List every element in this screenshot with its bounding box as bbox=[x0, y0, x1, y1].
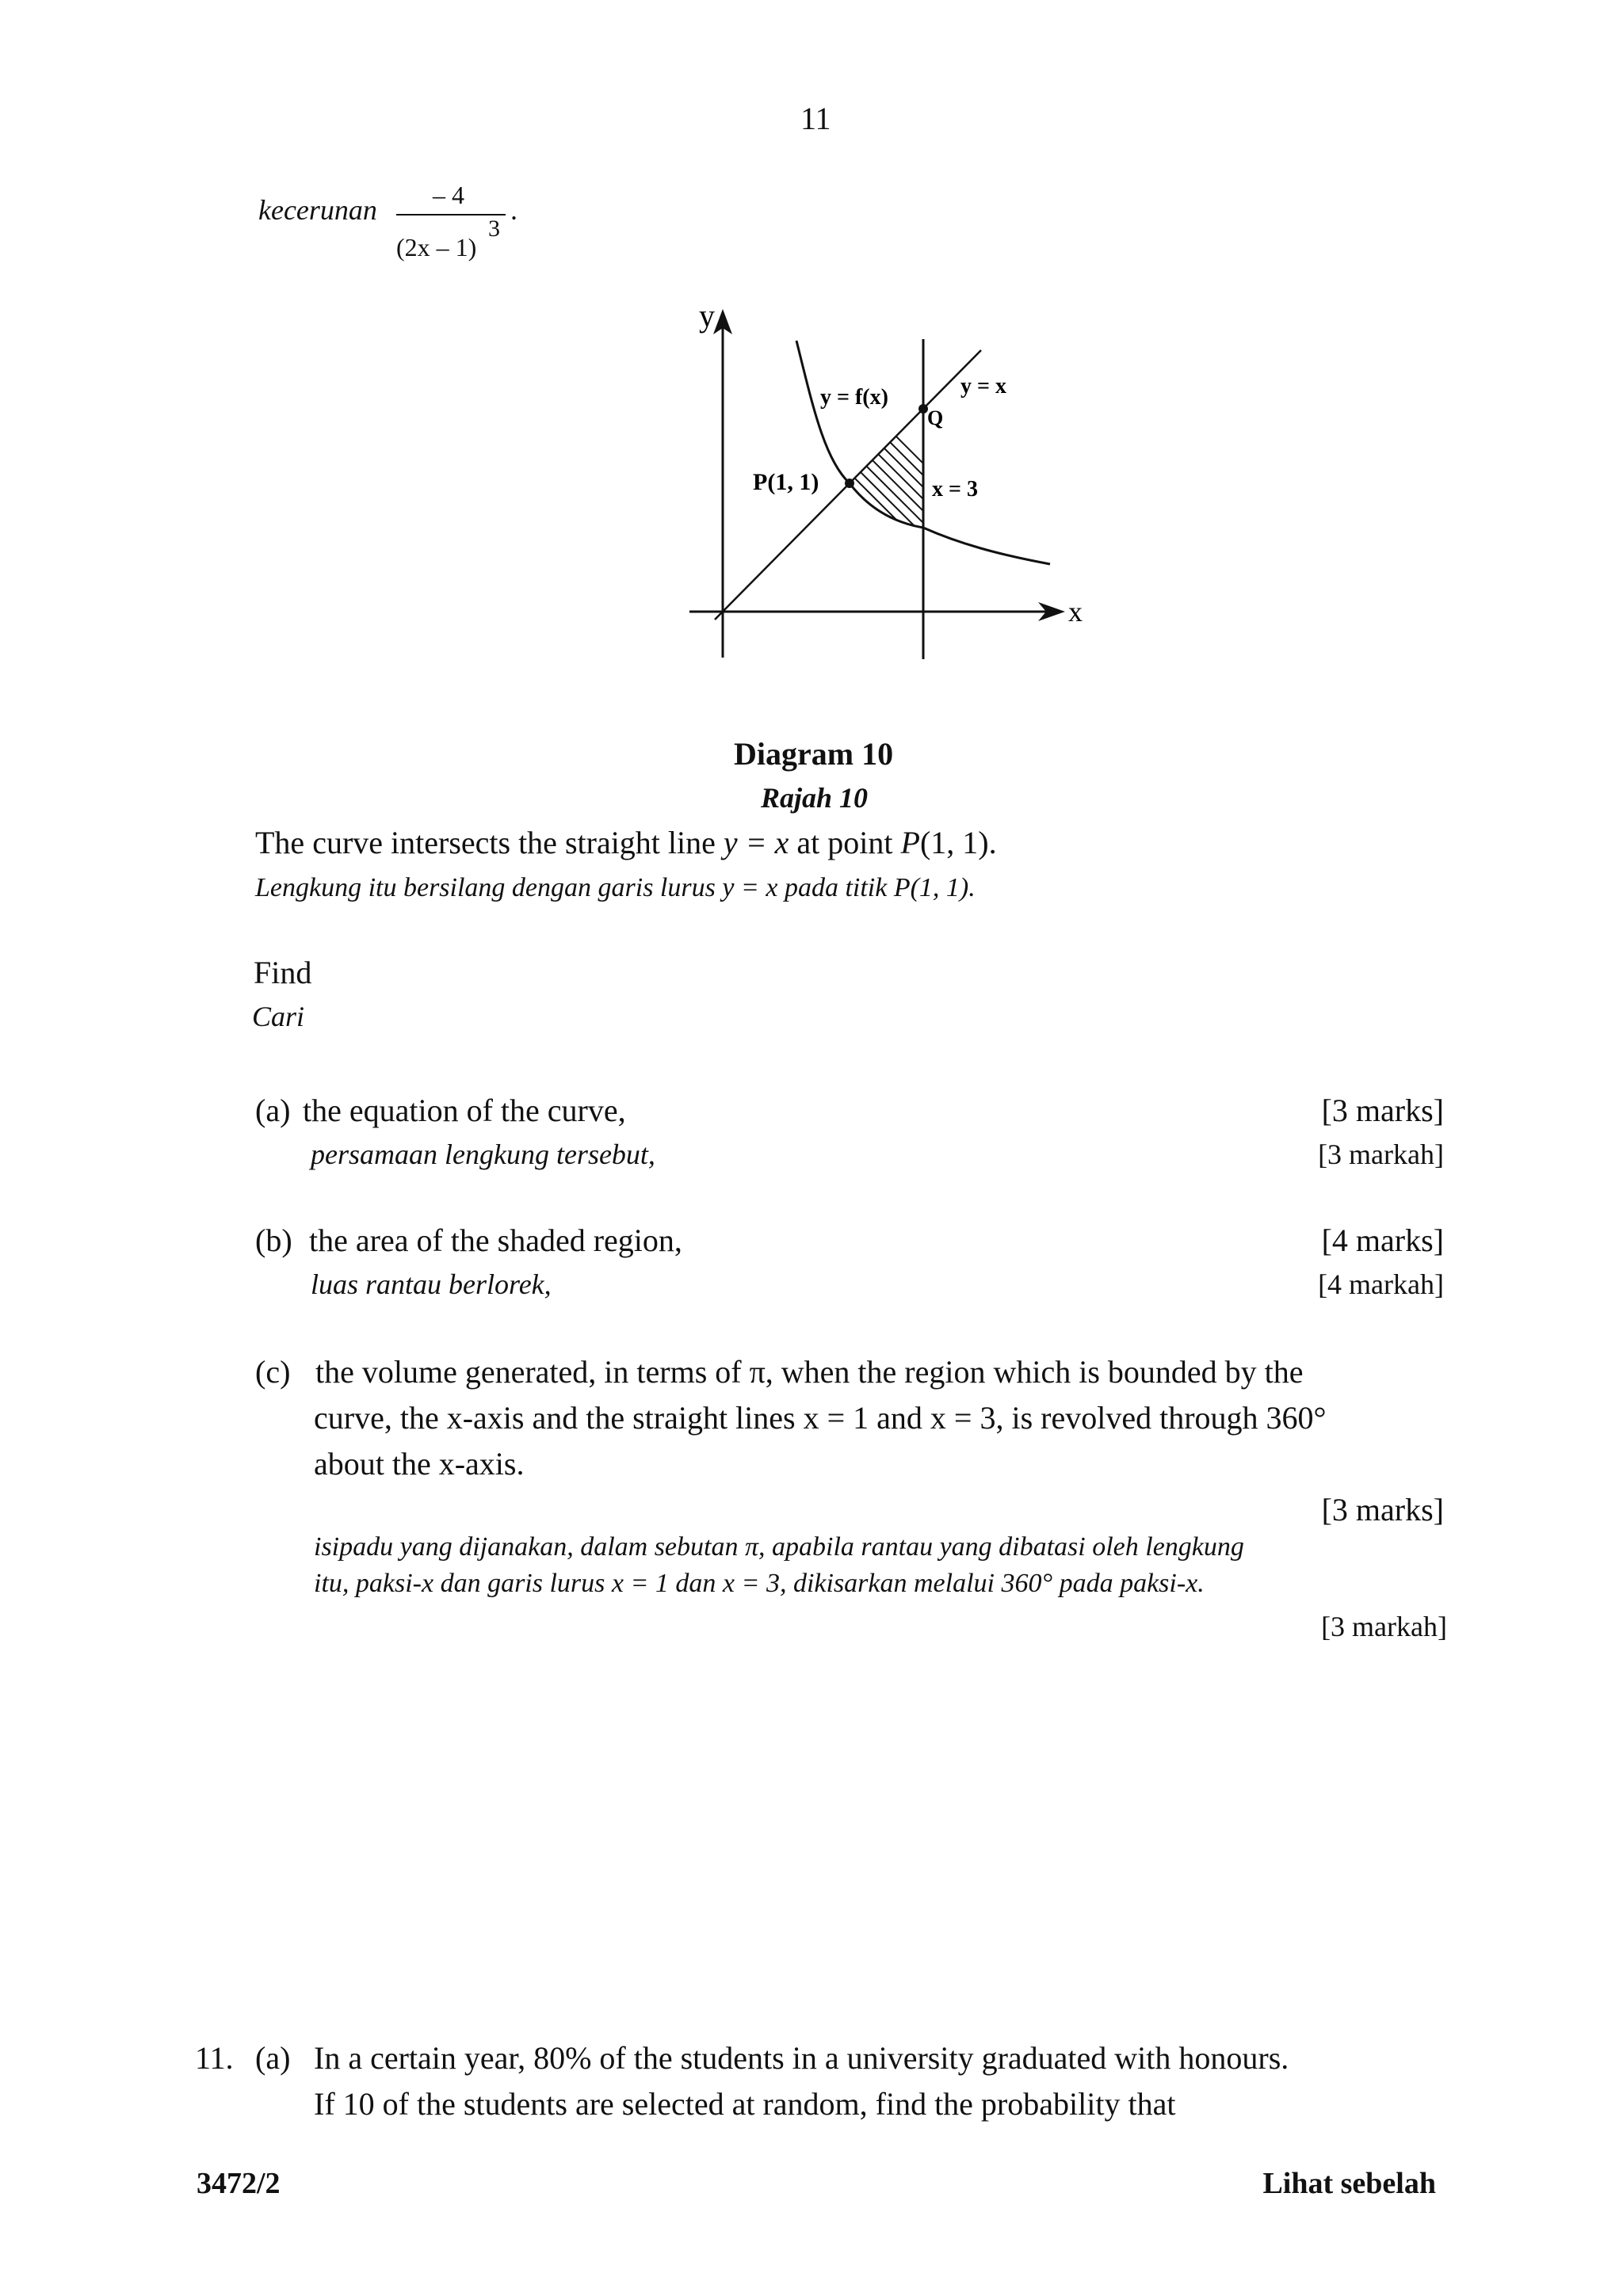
gradient-exponent: 3 bbox=[488, 215, 500, 242]
part-b-marks: [4 marks] bbox=[1321, 1222, 1444, 1258]
part-c-ms-line1: isipadu yang dijanakan, dalam sebutan π, apabila rantau yang dibatasi oleh lengkung bbox=[314, 1532, 1244, 1562]
x-axis-label: x bbox=[1068, 596, 1083, 627]
curve-label: y = f(x) bbox=[820, 385, 888, 410]
gradient-denominator: (2x – 1) bbox=[396, 233, 477, 261]
statement-en bbox=[255, 824, 997, 861]
gradient-numerator: – 4 bbox=[433, 181, 464, 209]
part-c-marks: [3 marks] bbox=[1321, 1492, 1444, 1527]
part-b-label: (b) bbox=[255, 1222, 292, 1258]
part-a-label: (a) bbox=[255, 1093, 291, 1128]
footer-code: 3472/2 bbox=[197, 2167, 281, 2200]
point-p-label: P(1, 1) bbox=[753, 469, 819, 495]
find-en: Find bbox=[254, 955, 312, 990]
q11-line1: In a certain year, 80% of the students in a university graduated with honours. bbox=[314, 2040, 1289, 2076]
footer-next-page: Lihat sebelah bbox=[1262, 2167, 1436, 2200]
y-axis-label: y bbox=[699, 298, 715, 334]
line-label: y = x bbox=[960, 374, 1006, 399]
part-a-text: the equation of the curve, bbox=[303, 1093, 626, 1128]
statement-ms: Lengkung itu bersilang dengan garis lurus y = x pada titik P(1, 1). bbox=[255, 873, 976, 902]
part-c-line3: about the x-axis. bbox=[314, 1446, 525, 1482]
statement-eq: y = x bbox=[723, 825, 789, 860]
diagram-caption-ms: Rajah 10 bbox=[761, 782, 869, 814]
point-q-label: Q bbox=[927, 406, 944, 429]
diagram-caption-en: Diagram 10 bbox=[734, 736, 894, 772]
part-a-marks-ms: [3 markah] bbox=[1318, 1138, 1444, 1170]
statement-text: The curve intersects the straight line bbox=[255, 825, 724, 860]
part-a-marks: [3 marks] bbox=[1321, 1093, 1444, 1128]
q11-number: 11. bbox=[195, 2040, 234, 2076]
find-ms: Cari bbox=[252, 1001, 305, 1032]
part-c-marks-ms: [3 markah] bbox=[1321, 1611, 1447, 1642]
part-b-marks-ms: [4 markah] bbox=[1318, 1268, 1444, 1300]
statement-coords: (1, 1). bbox=[919, 825, 997, 860]
q11-line2: If 10 of the students are selected at random, find the probability that bbox=[314, 2086, 1176, 2122]
statement-mid: at point bbox=[789, 825, 901, 860]
statement-point: P bbox=[900, 825, 920, 860]
q11-part-label: (a) bbox=[255, 2040, 291, 2076]
part-c-line2: curve, the x-axis and the straight lines x = 1 and x = 3, is revolved through 360° bbox=[314, 1400, 1327, 1436]
part-c-ms-line2: itu, paksi-x dan garis lurus x = 1 dan x = 3, dikisarkan melalui 360° pada paksi-x. bbox=[314, 1569, 1205, 1598]
diagram-10 bbox=[666, 293, 1125, 666]
vline-label: x = 3 bbox=[932, 477, 978, 502]
page-number: 11 bbox=[800, 101, 831, 136]
part-a-text-ms: persamaan lengkung tersebut, bbox=[311, 1138, 655, 1170]
part-b-text-ms: luas rantau berlorek, bbox=[311, 1268, 552, 1300]
point-p bbox=[845, 479, 854, 488]
part-c-line1: the volume generated, in terms of π, when the region which is bounded by the bbox=[315, 1354, 1304, 1390]
part-b-text: the area of the shaded region, bbox=[309, 1222, 682, 1258]
gradient-end: . bbox=[510, 194, 517, 226]
part-c-label: (c) bbox=[255, 1354, 291, 1390]
gradient-label: kecerunan bbox=[258, 194, 377, 226]
